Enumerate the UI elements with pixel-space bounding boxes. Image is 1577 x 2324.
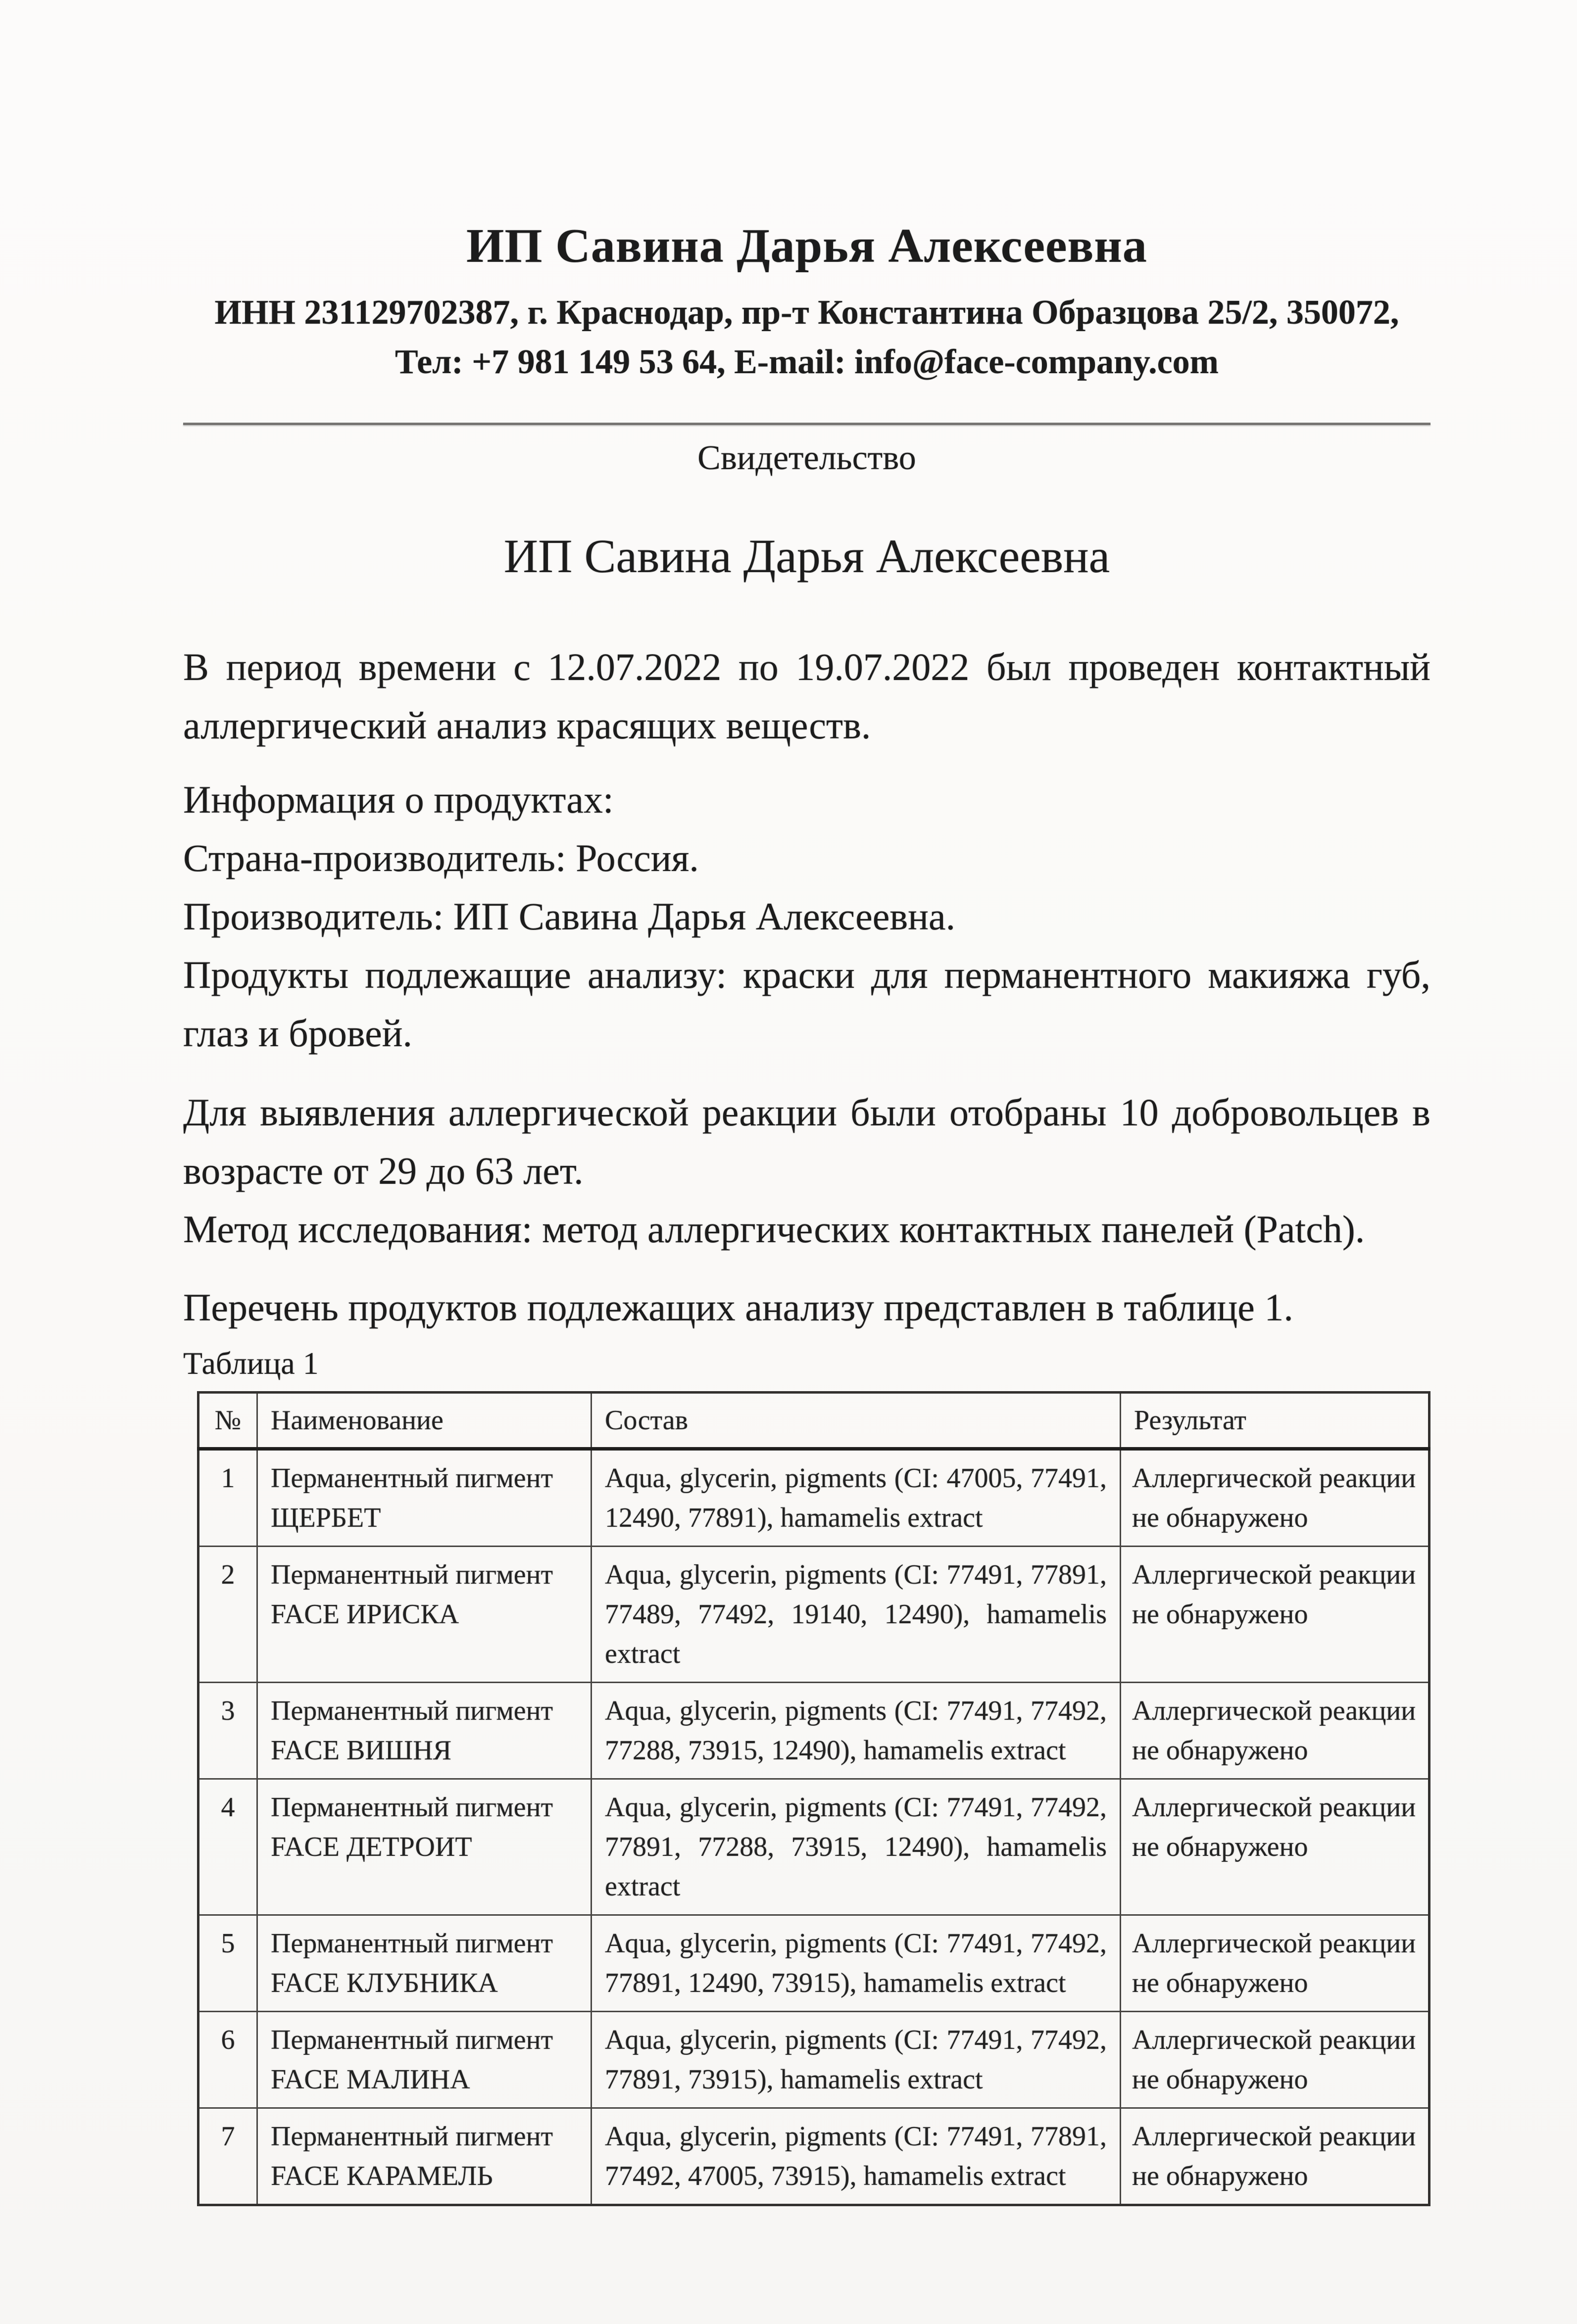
product-name-cell: Перманентный пигмент FACE КЛУБНИКА (257, 1915, 591, 2012)
product-name-cell: Перманентный пигмент FACE МАЛИНА (257, 2012, 591, 2108)
product-name-cell: Перманентный пигмент FACE КАРАМЕЛЬ (257, 2108, 591, 2205)
result-cell: Аллергической реакции не обнаружено (1121, 2012, 1429, 2108)
product-info-heading: Информация о продуктах: (183, 778, 614, 821)
table-row (198, 1449, 1429, 1547)
composition-cell: Aqua, glycerin, pigments (CI: 77491, 77891, 77489, 77492, 19140, 12490), hamamelis extract (591, 1547, 1121, 1683)
composition-cell: Aqua, glycerin, pigments (CI: 47005, 77491, 12490, 77891), hamamelis extract (591, 1449, 1121, 1547)
letterhead-requisites-line: ИНН 231129702387, г. Краснодар, пр-т Константина Образцова 25/2, 350072, (214, 293, 1399, 332)
table-intro-line: Перечень продуктов подлежащих анализу представлен в таблице 1. (183, 1286, 1293, 1329)
country-line: Страна-производитель: Россия. (183, 836, 699, 879)
product-name-cell: Перманентный пигмент FACE ИРИСКА (257, 1547, 591, 1683)
volunteers-paragraph: Для выявления аллергической реакции были отобраны 10 добровольцев в возрасте от 29 до 63 лет. (183, 1091, 1430, 1192)
result-cell: Аллергической реакции не обнаружено (1121, 1683, 1429, 1779)
table-row (198, 2012, 1429, 2108)
method-line: Метод исследования: метод аллергических контактных панелей (Patch). (183, 1208, 1365, 1251)
doc-type-label: Свидетельство (697, 439, 916, 477)
header-cell-result: Результат (1121, 1393, 1429, 1449)
results-table-body (198, 1449, 1429, 2205)
letterhead-divider (183, 423, 1430, 425)
composition-cell: Aqua, glycerin, pigments (CI: 77491, 77891, 77492, 47005, 73915), hamamelis extract (591, 2108, 1121, 2205)
row-number-cell: 1 (198, 1449, 257, 1547)
product-info-block (183, 771, 1430, 1063)
row-number-cell: 6 (198, 2012, 257, 2108)
product-name-cell: Перманентный пигмент FACE ВИШНЯ (257, 1683, 591, 1779)
study-block (183, 1083, 1430, 1259)
manufacturer-line: Производитель: ИП Савина Дарья Алексеевна. (183, 895, 956, 938)
header-cell-composition: Состав (591, 1393, 1121, 1449)
composition-cell: Aqua, glycerin, pigments (CI: 77491, 77492, 77891, 77288, 73915, 12490), hamamelis extract (591, 1779, 1121, 1915)
table-row (198, 1779, 1429, 1915)
composition-cell: Aqua, glycerin, pigments (CI: 77491, 77492, 77288, 73915, 12490), hamamelis extract (591, 1683, 1121, 1779)
table-row (198, 1915, 1429, 2012)
table-header-row (198, 1393, 1429, 1449)
product-name-cell: Перманентный пигмент FACE ДЕТРОИТ (257, 1779, 591, 1915)
row-number-cell: 4 (198, 1779, 257, 1915)
row-number-cell: 5 (198, 1915, 257, 2012)
table-row (198, 2108, 1429, 2205)
row-number-cell: 7 (198, 2108, 257, 2205)
result-cell: Аллергической реакции не обнаружено (1121, 1779, 1429, 1915)
row-number-cell: 3 (198, 1683, 257, 1779)
result-cell: Аллергической реакции не обнаружено (1121, 1449, 1429, 1547)
header-cell-name: Наименование (257, 1393, 591, 1449)
result-cell: Аллергической реакции не обнаружено (1121, 1915, 1429, 2012)
products-line: Продукты подлежащие анализу: краски для перманентного макияжа губ, глаз и бровей. (183, 953, 1430, 1055)
results-table (197, 1391, 1430, 2206)
doc-title: ИП Савина Дарья Алексеевна (503, 530, 1110, 582)
paragraph-test-period: В период времени с 12.07.2022 по 19.07.2022 был проведен контактный аллергический анализ красящих веществ. (183, 645, 1430, 747)
composition-cell: Aqua, glycerin, pigments (CI: 77491, 77492, 77891, 73915), hamamelis extract (591, 2012, 1121, 2108)
row-number-cell: 2 (198, 1547, 257, 1683)
letterhead-contacts-line: Тел: +7 981 149 53 64, E-mail: info@face-company.com (395, 343, 1219, 381)
product-name-cell: Перманентный пигмент ЩЕРБЕТ (257, 1449, 591, 1547)
table-row (198, 1547, 1429, 1683)
table-row (198, 1683, 1429, 1779)
result-cell: Аллергической реакции не обнаружено (1121, 2108, 1429, 2205)
result-cell: Аллергической реакции не обнаружено (1121, 1547, 1429, 1683)
header-cell-number: № (198, 1393, 257, 1449)
table-caption: Таблица 1 (183, 1346, 319, 1381)
letterhead-org-name: ИП Савина Дарья Алексеевна (466, 219, 1147, 273)
composition-cell: Aqua, glycerin, pigments (CI: 77491, 77492, 77891, 12490, 73915), hamamelis extract (591, 1915, 1121, 2012)
